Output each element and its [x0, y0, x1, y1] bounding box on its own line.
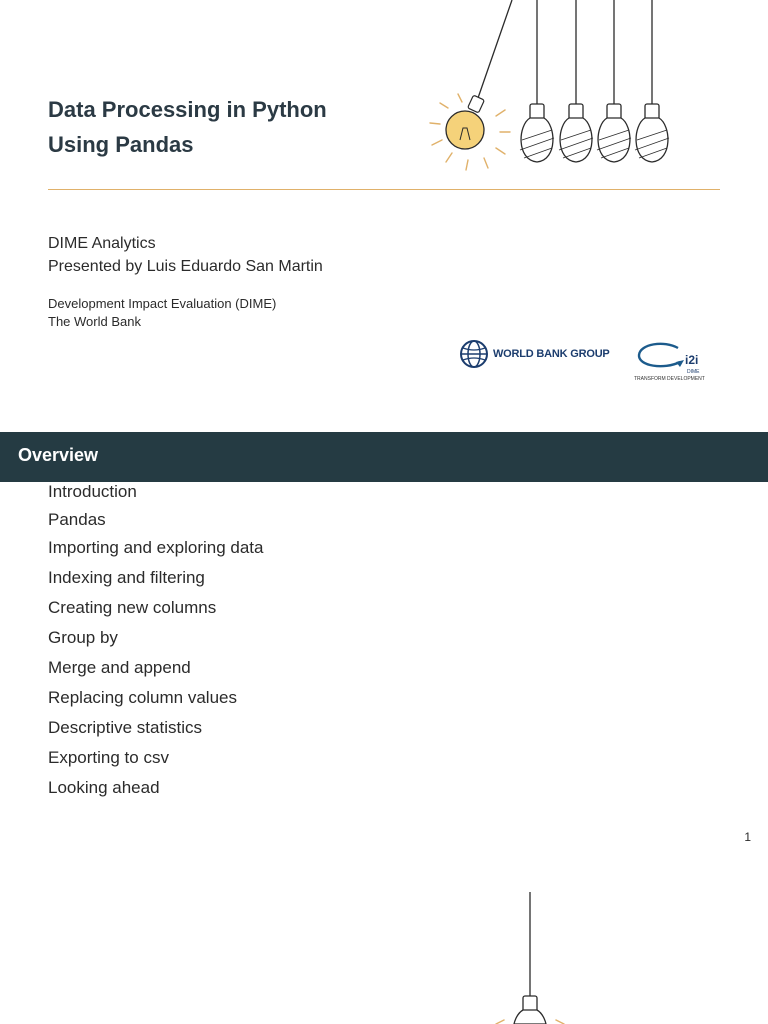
world-bank-logo: [459, 338, 610, 370]
overview-item: Introduction: [48, 482, 137, 501]
title-divider: [48, 189, 720, 190]
institute-line-2: The World Bank: [48, 314, 141, 329]
title-slide: [0, 0, 768, 432]
bulb-icon-3: [597, 104, 631, 162]
world-bank-logo-text: WORLD BANK GROUP: [493, 348, 610, 360]
presenter-block: [48, 232, 323, 278]
dime-label-text: DIME: [687, 369, 700, 375]
slide-title-line-1: Data Processing in Python: [48, 97, 327, 122]
institute-block: [48, 295, 276, 331]
light-bulbs-illustration: [420, 0, 680, 180]
lit-bulb-icon: [430, 94, 510, 170]
page-number: 1: [744, 830, 751, 844]
overview-item: Exporting to csv: [48, 748, 169, 767]
next-slide-partial: [0, 852, 768, 1024]
dime-logo: [634, 340, 706, 386]
frame-title-bar: [0, 432, 768, 482]
overview-slide: [0, 432, 768, 852]
overview-item: Merge and append: [48, 658, 191, 677]
slide-title-line-2: Using Pandas: [48, 132, 194, 157]
globe-icon: [459, 339, 489, 369]
bulb-icon-2: [559, 104, 593, 162]
overview-item: Indexing and filtering: [48, 568, 205, 587]
overview-item: Descriptive statistics: [48, 718, 202, 737]
overview-item: Looking ahead: [48, 778, 160, 797]
organization-name: DIME Analytics: [48, 235, 156, 252]
bulb-icon-4: [635, 104, 669, 162]
overview-item: Replacing column values: [48, 688, 237, 707]
slide-title: [48, 92, 408, 162]
dime-tagline: TRANSFORM DEVELOPMENT: [634, 376, 705, 382]
overview-item: Group by: [48, 628, 118, 647]
overview-heading: Overview: [18, 445, 99, 465]
dime-mark-text: i2i: [685, 353, 699, 367]
presenter-name: Presented by Luis Eduardo San Martin: [48, 258, 323, 275]
light-bulb-icon: [490, 892, 570, 1024]
dime-mark-icon: [634, 340, 706, 376]
institute-line-1: Development Impact Evaluation (DIME): [48, 296, 277, 311]
overview-item: Creating new columns: [48, 598, 217, 617]
overview-item: Pandas: [48, 510, 106, 529]
overview-item: Importing and exploring data: [48, 538, 264, 557]
overview-list: [48, 482, 263, 798]
bulb-icon-1: [520, 104, 554, 162]
